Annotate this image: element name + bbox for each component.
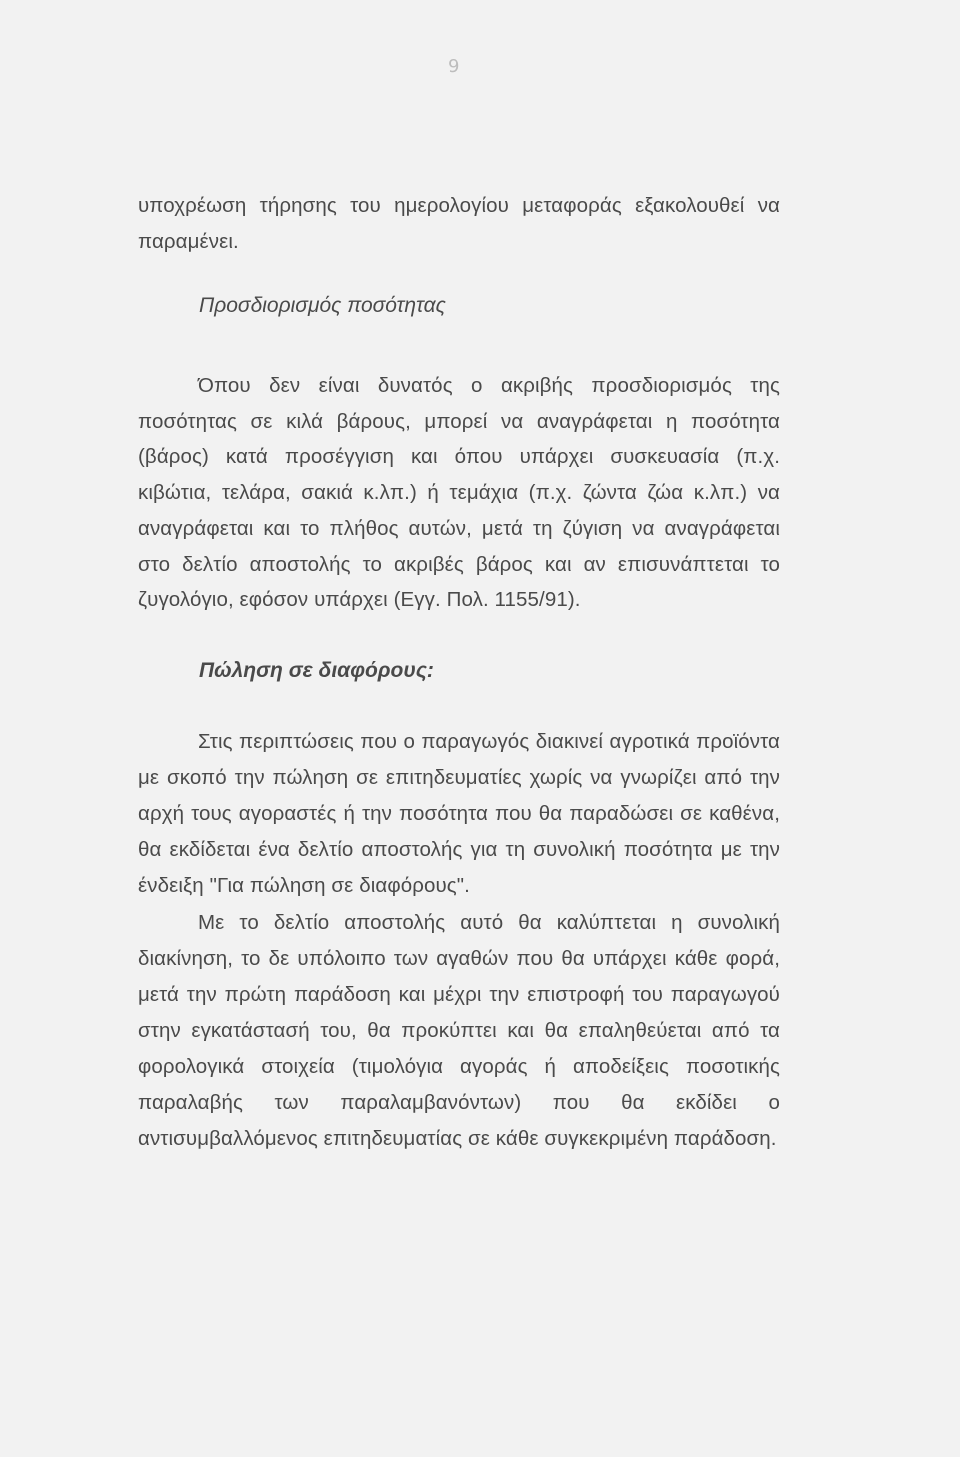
quantity-paragraph: Όπου δεν είναι δυνατός ο ακριβής προσδιορισμός της ποσότητας σε κιλά βάρους, μπορεί να αναγράφεται η ποσότητα (βάρος) κατά προσέγγιση και όπου υπάρχει συσκευασία (π.χ. κιβώτια, τελάρα, σακιά κ.λπ.) ή τεμάχια (π.χ. ζώντα ζώα κ.λπ.) να αναγράφεται και το πλήθος αυτών, μετά τη ζύγιση να αναγράφεται στο δελτίο αποστολής το ακριβές βάρος και αν επισυνάπτεται το ζυγολόγιο, εφόσον υπάρχει (Εγγ. Πολ. 1155/91). [138,374,780,612]
intro-paragraph: υποχρέωση τήρησης του ημερολογίου μεταφοράς εξακολουθεί να παραμένει. [138,194,780,253]
quantity-heading: Προσδιορισμός ποσότητας [199,294,446,317]
page-number: 9 [448,56,460,77]
sale-paragraph-1: Στις περιπτώσεις που ο παραγωγός διακινεί αγροτικά προϊόντα με σκοπό την πώληση σε επιτηδευματίες χωρίς να γνωρίζει από την αρχή τους αγοραστές ή την ποσότητα που θα παραδώσει σε καθένα, θα εκδίδεται ένα δελτίο αποστολής για τη συνολική ποσότητα με την ένδειξη "Για πώληση σε διαφόρους". [138,730,780,897]
sale-paragraph-2: Με το δελτίο αποστολής αυτό θα καλύπτεται η συνολική διακίνηση, το δε υπόλοιπο των αγαθών που θα υπάρχει κάθε φορά, μετά την πρώτη παράδοση και μέχρι την επιστροφή του παραγωγού στην εγκατάστασή του, θα προκύπτει και θα επαληθεύεται από τα φορολογικά στοιχεία (τιμολόγια αγοράς ή αποδείξεις ποσοτικής παραλαβής των παραλαμβανόντων) που θα εκδίδει ο αντισυμβαλλόμενος επιτηδευματίας σε κάθε συγκεκριμένη παράδοση. [138,911,780,1150]
sale-heading: Πώληση σε διαφόρους: [199,659,434,682]
